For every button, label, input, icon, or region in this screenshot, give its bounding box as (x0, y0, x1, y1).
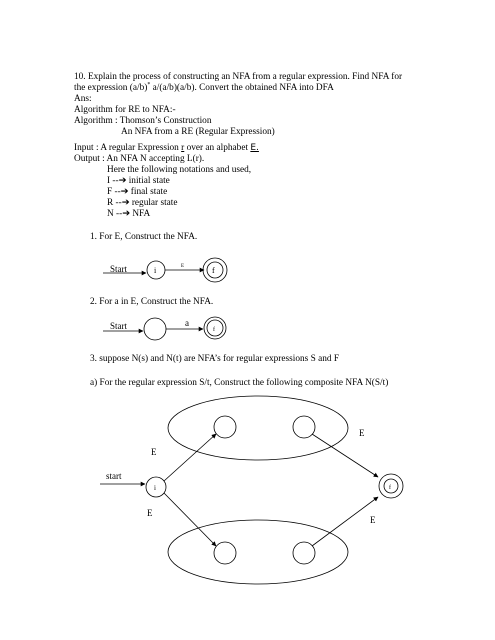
epsilon-to-t-arrow (164, 493, 216, 546)
input-alphabet: E. (250, 143, 259, 153)
transition-label: a (185, 318, 189, 328)
notation-item: F --➔ final state (107, 187, 168, 197)
output-line: Output : An NFA N accepting L(r). (74, 154, 205, 164)
notation-item: I --➔ initial state (107, 176, 170, 186)
epsilon-label: E (359, 428, 365, 438)
input-r: r (181, 143, 185, 153)
notation-item: R --➔ regular state (107, 198, 178, 208)
algo-title: Algorithm for RE to NFA:- (74, 105, 176, 115)
transition-label: E (181, 264, 185, 269)
nfa-s-final-state (293, 416, 315, 438)
final-state-label: f (389, 485, 391, 491)
input-text: Input : A regular Expression (74, 143, 182, 153)
final-state-outer (379, 474, 403, 498)
final-state-label: f (213, 327, 215, 333)
final-state-inner (207, 320, 223, 336)
algo-subtitle: An NFA from a RE (Regular Expression) (121, 127, 275, 137)
question-line-1: 10. Explain the process of constructing an NFA from a regular expression. Find NFA for (74, 72, 403, 82)
notation-intro: Here the following notations and used, (107, 165, 252, 175)
final-state-inner (384, 479, 398, 493)
input-text-mid: over an alphabet (184, 143, 251, 153)
step-2: 2. For a in E, Construct the NFA. (90, 297, 214, 307)
ans-label: Ans: (74, 94, 92, 104)
initial-state-label: i (154, 266, 157, 275)
nfa-t-final-state (293, 542, 315, 564)
algo-name: Algorithm : Thomson’s Construction (74, 116, 212, 126)
initial-state-label: i (154, 484, 156, 492)
initial-state (146, 477, 166, 497)
epsilon-label: E (151, 447, 157, 457)
epsilon-from-s-arrow (312, 434, 378, 477)
epsilon-label: E (370, 515, 376, 525)
nfa-s-start-state (214, 416, 236, 438)
nfa-t-boundary (168, 520, 348, 584)
kleene-star: * (147, 81, 151, 88)
nfa-t-start-state (214, 542, 236, 564)
nfa-union-diagram (100, 396, 403, 584)
step-1: 1. For E, Construct the NFA. (90, 232, 198, 242)
initial-state (144, 318, 166, 340)
start-label: Start (110, 264, 127, 274)
step-a: a) For the regular expression S/t, Construct the following composite NFA N(S/t) (90, 378, 389, 388)
final-state-label: f (212, 266, 215, 275)
nfa-symbol-diagram (103, 317, 226, 340)
start-label: Start (110, 321, 127, 331)
nfa-s-boundary (168, 396, 348, 460)
notation-item: N --➔ NFA (107, 209, 151, 219)
step-3: 3. suppose N(s) and N(t) are NFA’s for regular expressions S and F (90, 354, 339, 364)
epsilon-to-s-arrow (164, 434, 216, 481)
epsilon-label: E (147, 508, 153, 518)
question-line-2-end: a/(a/b)(a/b). Convert the obtained NFA into DFA (150, 83, 334, 93)
epsilon-from-t-arrow (312, 497, 378, 546)
start-label: start (106, 471, 122, 481)
question-line-2-start: the expression (a/b) (74, 83, 148, 93)
final-state-inner (207, 262, 223, 278)
nfa-epsilon-diagram (103, 258, 227, 282)
